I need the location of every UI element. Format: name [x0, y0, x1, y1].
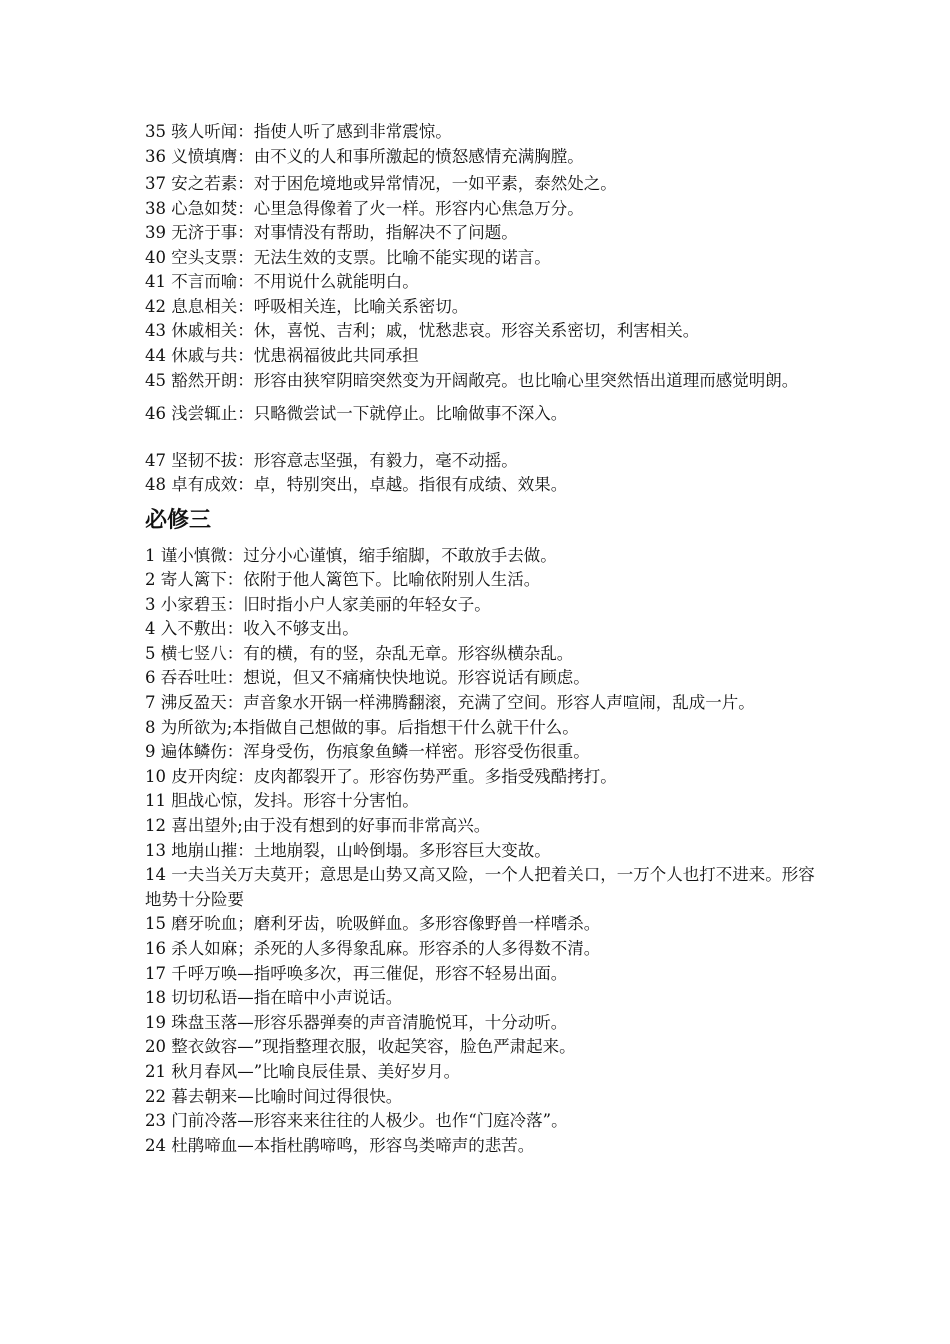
- idiom-entry-17: 17 千呼万唤—指呼唤多次，再三催促，形容不轻易出面。: [145, 963, 568, 983]
- idiom-entry-45: 45 豁然开朗：形容由狭窄阴暗突然变为开阔敞亮。也比喻心里突然悟出道理而感觉明朗。: [145, 371, 799, 390]
- idiom-entry-11: 11 胆战心惊，发抖。形容十分害怕。: [145, 791, 419, 811]
- idiom-entry-8: 8 为所欲为;本指做自己想做的事。后指想干什么就干什么。: [145, 717, 579, 737]
- idiom-entry-20: 20 整衣敛容—”现指整理衣服，收起笑容，脸色严肃起来。: [145, 1037, 576, 1057]
- idiom-list-section-1: [145, 120, 825, 498]
- idiom-entry-13: 13 地崩山摧：土地崩裂，山岭倒塌。多形容巨大变故。: [145, 840, 551, 860]
- idiom-entry-35: 35 骇人听闻：指使人听了感到非常震惊。: [145, 122, 452, 141]
- idiom-entry-21: 21 秋月春风—”比喻良辰佳景、美好岁月。: [145, 1061, 461, 1081]
- section-heading: 必修三: [145, 507, 212, 533]
- idiom-entry-10: 10 皮开肉绽：皮肉都裂开了。形容伤势严重。多指受残酷拷打。: [145, 766, 617, 786]
- idiom-entry-37: 37 安之若素：对于困危境地或异常情况，一如平素，泰然处之。: [145, 174, 617, 193]
- idiom-entry-36: 36 义愤填膺：由不义的人和事所激起的愤怒感情充满胸膛。: [145, 146, 584, 166]
- idiom-entry-15: 15 磨牙吮血；磨利牙齿，吮吸鲜血。多形容像野兽一样嗜杀。: [145, 914, 601, 934]
- idiom-entry-12: 12 喜出望外;由于没有想到的好事而非常高兴。: [145, 816, 491, 836]
- idiom-entry-39: 39 无济于事：对事情没有帮助，指解决不了问题。: [145, 223, 518, 242]
- idiom-entry-38: 38 心急如焚：心里急得像着了火一样。形容内心焦急万分。: [145, 198, 584, 218]
- document-page: [145, 120, 825, 1158]
- idiom-entry-4: 4 入不敷出：收入不够支出。: [145, 619, 359, 639]
- idiom-entry-44: 44 休戚与共：忧患祸福彼此共同承担: [145, 345, 419, 365]
- idiom-entry-24: 24 杜鹃啼血—本指杜鹃啼鸣，形容鸟类啼声的悲苦。: [145, 1135, 535, 1155]
- idiom-entry-16: 16 杀人如麻；杀死的人多得象乱麻。形容杀的人多得数不清。: [145, 939, 601, 958]
- idiom-entry-18: 18 切切私语—指在暗中小声说话。: [145, 988, 403, 1008]
- idiom-entry-43: 43 休戚相关：休，喜悦、吉利；戚，忧愁悲哀。形容关系密切，利害相关。: [145, 321, 700, 340]
- idiom-list-section-2: [145, 544, 825, 1159]
- idiom-entry-5: 5 横七竖八：有的横，有的竖，杂乱无章。形容纵横杂乱。: [145, 643, 574, 663]
- idiom-entry-40: 40 空头支票：无法生效的支票。比喻不能实现的诺言。: [145, 247, 551, 267]
- idiom-entry-3: 3 小家碧玉：旧时指小户人家美丽的年轻女子。: [145, 594, 491, 614]
- idiom-entry-22: 22 暮去朝来—比喻时间过得很快。: [145, 1086, 403, 1106]
- idiom-entry-41: 41 不言而喻：不用说什么就能明白。: [145, 272, 419, 291]
- idiom-entry-46: 46 浅尝辄止：只略微尝试一下就停止。比喻做事不深入。: [145, 404, 568, 423]
- idiom-entry-2: 2 寄人篱下：依附于他人篱笆下。比喻依附别人生活。: [145, 570, 541, 590]
- idiom-entry-9: 9 遍体鳞伤：浑身受伤，伤痕象鱼鳞一样密。形容受伤很重。: [145, 742, 590, 762]
- idiom-entry-48: 48 卓有成效：卓，特别突出，卓越。指很有成绩、效果。: [145, 475, 568, 494]
- idiom-entry-19: 19 珠盘玉落—形容乐器弹奏的声音清脆悦耳，十分动听。: [145, 1012, 568, 1032]
- idiom-entry-6: 6 吞吞吐吐：想说，但又不痛痛快快地说。形容说话有顾虑。: [145, 668, 590, 688]
- idiom-entry-42: 42 息息相关：呼吸相关连，比喻关系密切。: [145, 296, 469, 316]
- idiom-entry-1: 1 谨小慎微：过分小心谨慎，缩手缩脚，不敢放手去做。: [145, 545, 557, 565]
- idiom-entry-14: 14 一夫当关万夫莫开；意思是山势又高又险，一个人把着关口，一万个人也打不进来。形容地势十分险要: [145, 865, 815, 909]
- idiom-entry-23: 23 门前冷落—形容来来往往的人极少。也作“门庭冷落”。: [145, 1111, 568, 1131]
- idiom-entry-47: 47 坚韧不拔：形容意志坚强，有毅力，毫不动摇。: [145, 450, 518, 470]
- idiom-entry-7: 7 沸反盈天：声音象水开锅一样沸腾翻滚，充满了空间。形容人声喧闹，乱成一片。: [145, 693, 755, 713]
